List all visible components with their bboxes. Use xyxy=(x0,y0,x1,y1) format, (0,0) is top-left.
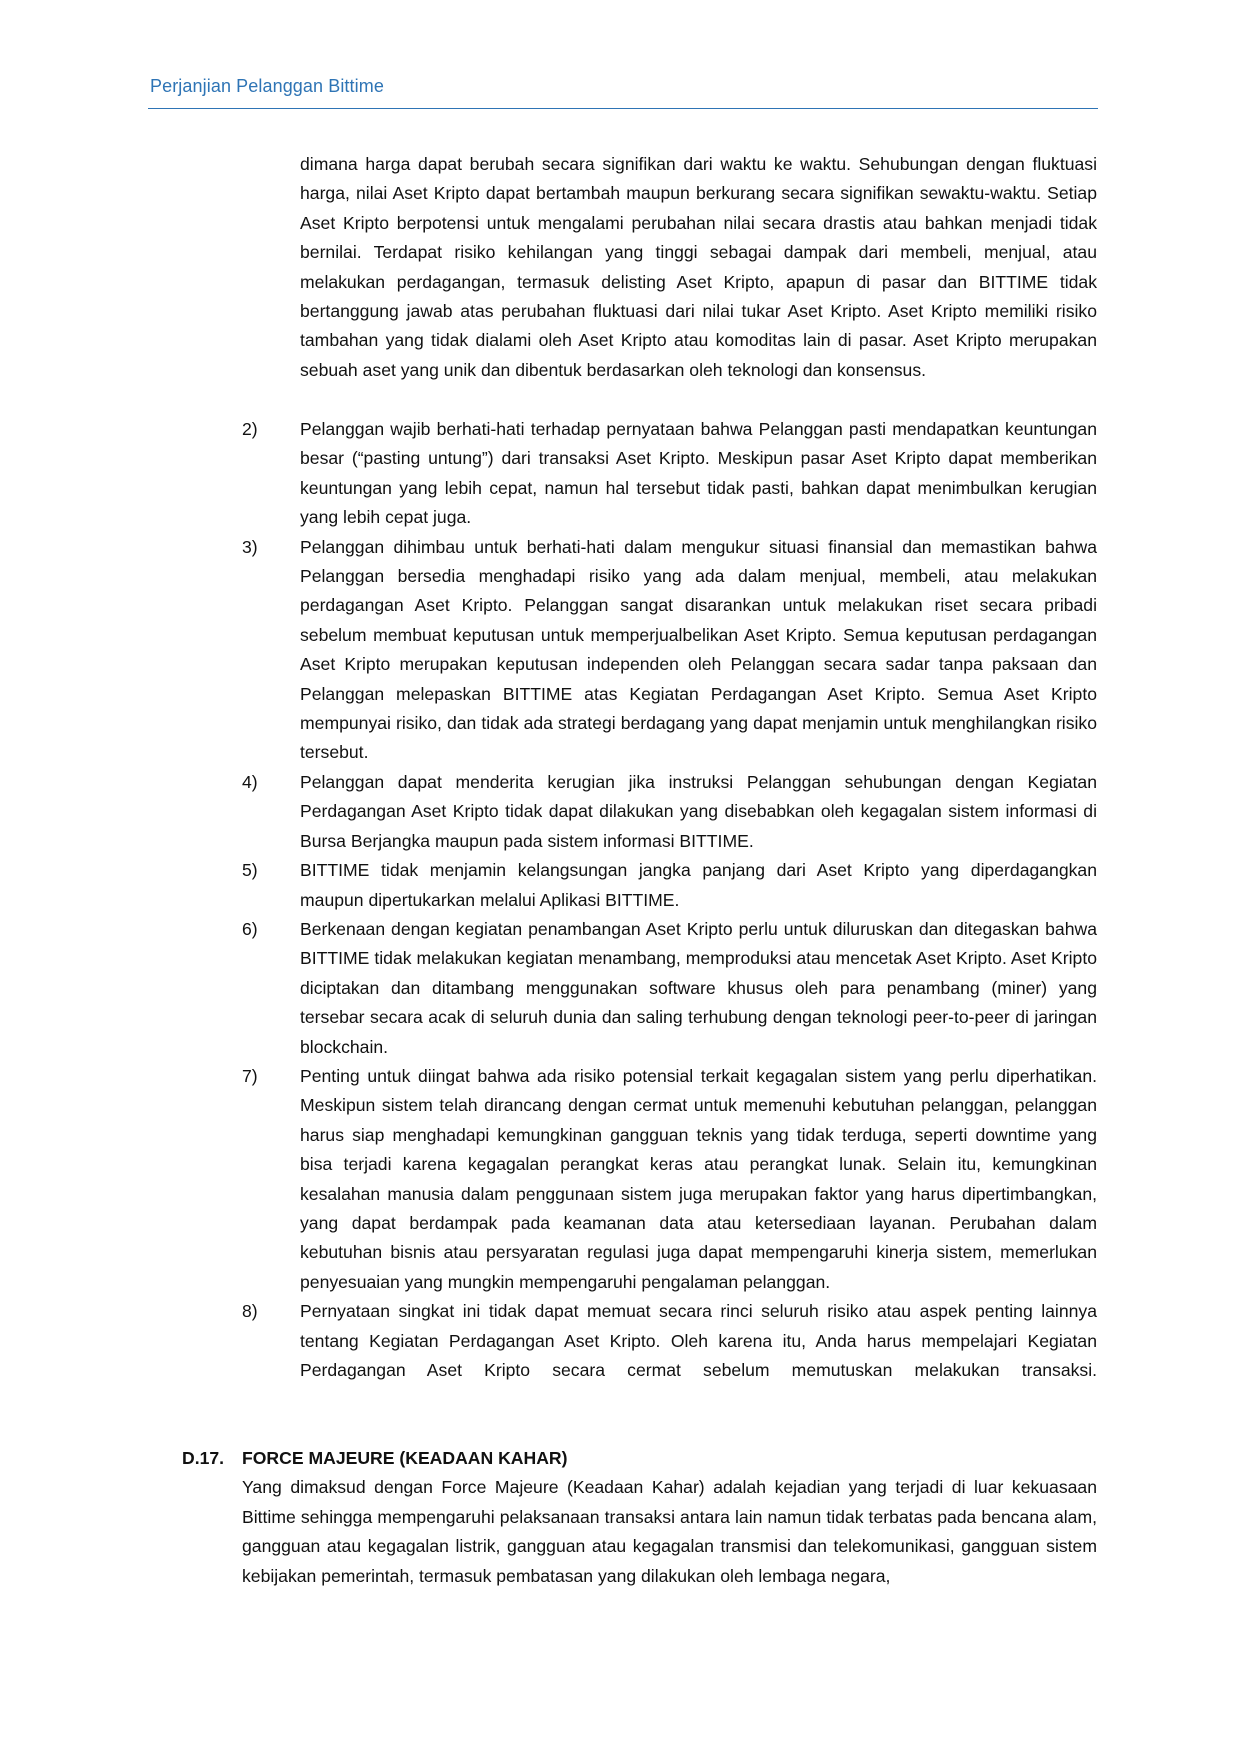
list-item-text: Pelanggan dihimbau untuk berhati-hati dalam mengukur situasi finansial dan memastikan bahwa Pelanggan bersedia menghadapi risiko yang ada dalam menjual, membeli, atau melakukan perdagangan Aset Kripto. Pelanggan sangat disarankan untuk melakukan riset secara pribadi sebelum membuat keputusan untuk memperjualbelikan Aset Kripto. Semua keputusan perdagangan Aset Kripto merupakan keputusan independen oleh Pelanggan secara sadar tanpa paksaan dan Pelanggan melepaskan BITTIME atas Kegiatan Perdagangan Aset Kripto. Semua Aset Kripto mempunyai risiko, dan tidak ada strategi berdagang yang dapat menjamin untuk menghilangkan risiko tersebut. xyxy=(300,536,1097,763)
list-item-text: Pelanggan dapat menderita kerugian jika instruksi Pelanggan sehubungan dengan Kegiatan Perdagangan Aset Kripto tidak dapat dilakukan yang disebabkan oleh kegagalan sistem informasi di Bursa Berjangka maupun pada sistem informasi BITTIME. xyxy=(300,771,1097,851)
list-item xyxy=(242,533,1097,768)
list-item xyxy=(242,415,1097,533)
risk-list xyxy=(242,415,1097,1385)
list-item-number: 6) xyxy=(242,918,258,939)
list-item xyxy=(242,1297,1097,1385)
list-item-text: Pernyataan singkat ini tidak dapat memuat secara rinci seluruh risiko atau aspek penting lainnya tentang Kegiatan Perdagangan Aset Kripto. Oleh karena itu, Anda harus mempelajari Kegiatan Perdagangan Aset Kripto secara cermat sebelum memutuskan melakukan transaksi. xyxy=(300,1301,1097,1380)
list-item-number: 7) xyxy=(242,1065,258,1086)
page-header-title: Perjanjian Pelanggan Bittime xyxy=(150,76,384,96)
list-item-number: 8) xyxy=(242,1301,258,1322)
list-item xyxy=(242,1062,1097,1297)
list-item-text: BITTIME tidak menjamin kelangsungan jangka panjang dari Aset Kripto yang diperdagangkan maupun dipertukarkan melalui Aplikasi BITTIME. xyxy=(300,860,1097,910)
list-item-text: Pelanggan wajib berhati-hati terhadap pernyataan bahwa Pelanggan pasti mendapatkan keuntungan besar (“pasting untung”) dari transaksi Aset Kripto. Meskipun pasar Aset Kripto dapat memberikan keuntungan yang lebih cepat, namun hal tersebut tidak pasti, bahkan dapat menimbulkan kerugian yang lebih cepat juga. xyxy=(300,419,1097,528)
continuation-paragraph: dimana harga dapat berubah secara signifikan dari waktu ke waktu. Sehubungan dengan fluktuasi harga, nilai Aset Kripto dapat bertambah maupun berkurang secara signifikan sewaktu-waktu. Setiap Aset Kripto berpotensi untuk mengalami perubahan nilai secara drastis atau bahkan menjadi tidak bernilai. Terdapat risiko kehilangan yang tinggi sebagai dampak dari membeli, menjual, atau melakukan perdagangan, termasuk delisting Aset Kripto, apapun di pasar dan BITTIME tidak bertanggung jawab atas perubahan fluktuasi dari nilai tukar Aset Kripto. Aset Kripto memiliki risiko tambahan yang tidak dialami oleh Aset Kripto atau komoditas lain di pasar. Aset Kripto merupakan sebuah aset yang unik dan dibentuk berdasarkan oleh teknologi dan konsensus. xyxy=(300,154,1097,380)
list-item-number: 5) xyxy=(242,860,258,881)
section-number: D.17. xyxy=(182,1448,225,1468)
section-title: FORCE MAJEURE (KEADAAN KAHAR) xyxy=(242,1448,568,1468)
section-body: Yang dimaksud dengan Force Majeure (Keadaan Kahar) adalah kejadian yang terjadi di luar kekuasaan Bittime sehingga mempengaruhi pelaksanaan transaksi antara lain namun tidak terbatas pada bencana alam, gangguan atau kegagalan listrik, gangguan atau kegagalan transmisi dan telekomunikasi, gangguan sistem kebijakan pemerintah, termasuk pembatasan yang dilakukan oleh lembaga negara, xyxy=(242,1477,1097,1586)
section-force-majeure xyxy=(182,1444,1097,1591)
list-item-number: 4) xyxy=(242,771,258,792)
list-item xyxy=(242,915,1097,1062)
list-item xyxy=(242,856,1097,915)
section-heading xyxy=(182,1444,1097,1473)
list-item-text: Berkenaan dengan kegiatan penambangan Aset Kripto perlu untuk diluruskan dan ditegaskan bahwa BITTIME tidak melakukan kegiatan menambang, memproduksi atau mencetak Aset Kripto. Aset Kripto diciptakan dan ditambang menggunakan software khusus oleh para penambang (miner) yang tersebar secara acak di seluruh dunia dan saling terhubung dengan teknologi peer-to-peer di jaringan blockchain. xyxy=(300,918,1097,1057)
list-item xyxy=(242,768,1097,856)
list-item-number: 3) xyxy=(242,536,258,557)
list-item-text: Penting untuk diingat bahwa ada risiko potensial terkait kegagalan sistem yang perlu diperhatikan. Meskipun sistem telah dirancang dengan cermat untuk memenuhi kebutuhan pelanggan, pelanggan harus siap menghadapi kemungkinan gangguan teknis yang tidak terduga, seperti downtime yang bisa terjadi karena kegagalan perangkat keras atau perangkat lunak. Selain itu, kemungkinan kesalahan manusia dalam penggunaan sistem juga merupakan faktor yang harus dipertimbangkan, yang dapat berdampak pada keamanan data atau ketersediaan layanan. Perubahan dalam kebutuhan bisnis atau persyaratan regulasi juga dapat mempengaruhi kinerja sistem, memerlukan penyesuaian yang mungkin mempengaruhi pengalaman pelanggan. xyxy=(300,1065,1097,1292)
list-item-number: 2) xyxy=(242,419,258,439)
header-divider xyxy=(148,108,1098,109)
